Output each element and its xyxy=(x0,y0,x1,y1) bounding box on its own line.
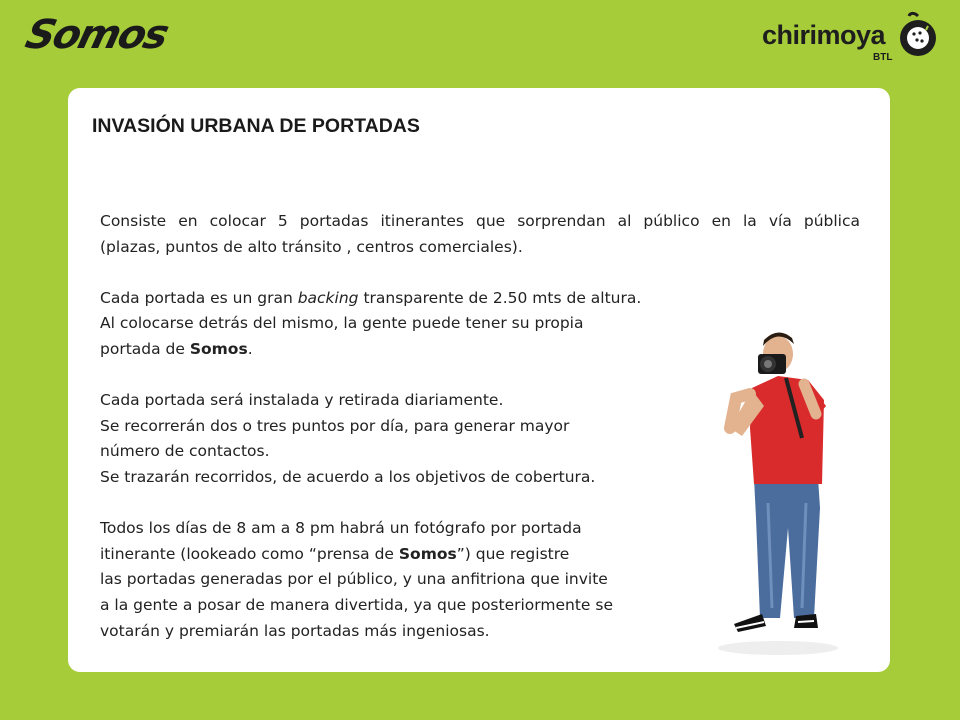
p4-line-2-pre: itinerante (lookeado como “prensa de xyxy=(100,544,399,563)
somos-bold-word: Somos xyxy=(189,339,248,358)
p4-line-1: Todos los días de 8 am a 8 pm habrá un fotógrafo por portada xyxy=(100,519,582,538)
somos-bold-word: Somos xyxy=(398,544,457,563)
p4-line-3: las portadas generadas por el público, y una anfitriona que invite xyxy=(100,570,608,589)
slide-title: INVASIÓN URBANA DE PORTADAS xyxy=(92,115,420,137)
backing-word: backing xyxy=(297,288,359,307)
somos-logo-text: Somos xyxy=(21,10,173,58)
p2-line-2: Al colocarse detrás del mismo, la gente puede tener su propia xyxy=(100,314,584,333)
p3-line-4: Se trazarán recorridos, de acuerdo a los objetivos de cobertura. xyxy=(100,467,596,486)
p2-line-1 xyxy=(100,286,860,312)
p3-line-2: Se recorrerán dos o tres puntos por día, para generar mayor xyxy=(100,416,570,435)
p2-line-1-post: transparente de 2.50 mts de altura. xyxy=(358,288,642,307)
p2-line-1-pre: Cada portada es un gran xyxy=(100,288,298,307)
content-card xyxy=(68,88,890,672)
p1-line-1: Consiste en colocar 5 portadas itinerantes que sorprendan al público en la vía pública xyxy=(100,212,860,230)
paragraph-gap xyxy=(100,260,860,286)
chirimoya-logo-text: chirimoya xyxy=(762,20,886,50)
chirimoya-logo xyxy=(760,12,942,66)
p4-line-2-post: ”) que registre xyxy=(456,544,570,563)
p3-line-3: número de contactos. xyxy=(100,442,270,461)
p4-line-5: votarán y premiarán las portadas más ingeniosas. xyxy=(100,621,490,640)
p1-line-2: (plazas, puntos de alto tránsito , centros comerciales). xyxy=(100,237,523,256)
somos-logo xyxy=(20,6,173,58)
chirimoya-logo-sub: BTL xyxy=(873,52,893,63)
photographer-image xyxy=(716,328,856,663)
p4-line-4: a la gente a posar de manera divertida, ya que posteriormente se xyxy=(100,595,613,614)
chirimoya-apple-icon xyxy=(896,12,940,58)
p2-line-3-pre: portada de xyxy=(100,339,190,358)
p2-line-3-post: . xyxy=(247,339,253,358)
p3-line-1: Cada portada será instalada y retirada diariamente. xyxy=(100,391,504,410)
